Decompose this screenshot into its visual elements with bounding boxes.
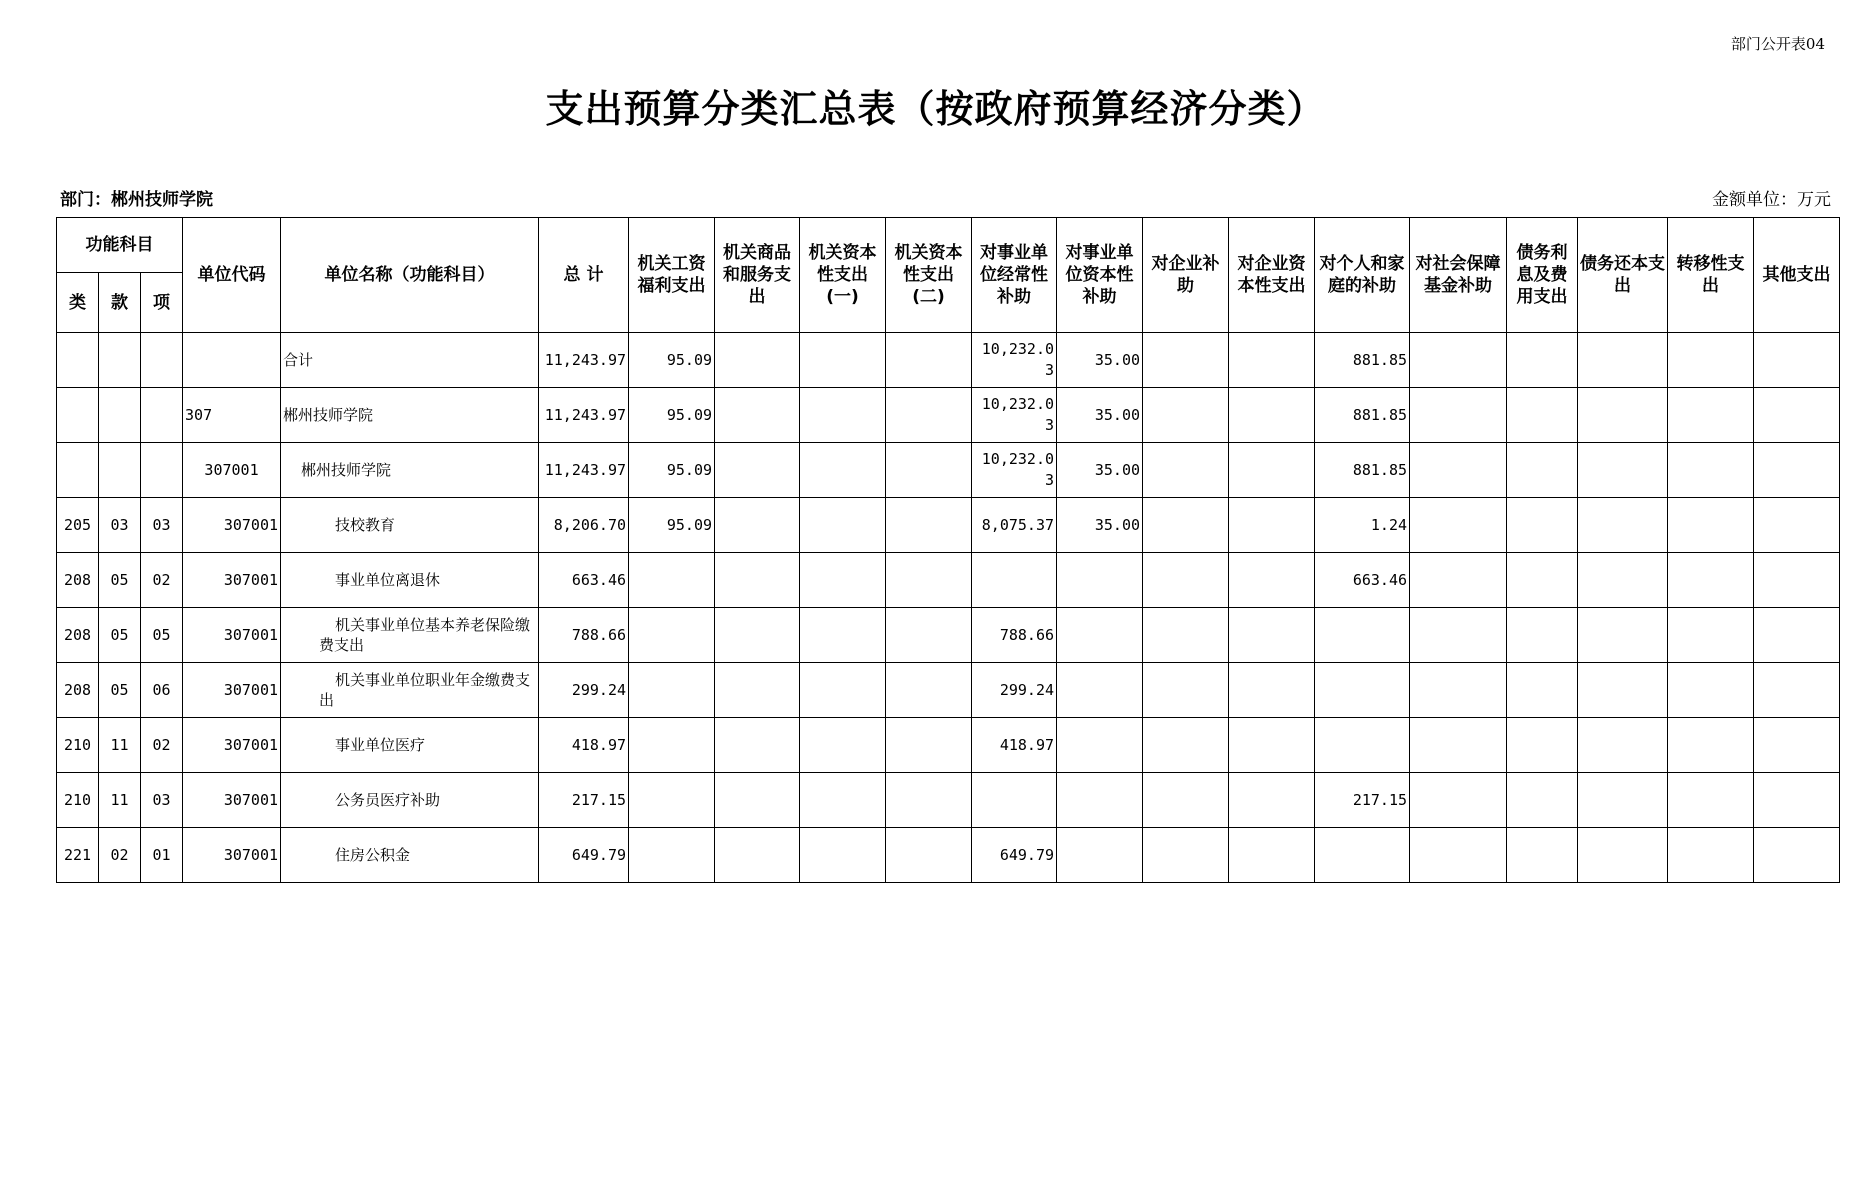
- kuan-cell: 02: [99, 828, 141, 883]
- lei-cell: 208: [57, 608, 99, 663]
- amount-cell: [1143, 498, 1229, 553]
- amount-cell: [1578, 663, 1668, 718]
- kuan-cell: [99, 388, 141, 443]
- amount-cell: [1668, 608, 1754, 663]
- amount-cell: [1754, 388, 1840, 443]
- amount-cell: [1143, 608, 1229, 663]
- amount-cell: [715, 773, 800, 828]
- amount-cell: 35.00: [1057, 498, 1143, 553]
- amount-cell: [1754, 608, 1840, 663]
- col-header: 对个人和家庭的补助: [1315, 218, 1410, 333]
- amount-cell: [972, 553, 1057, 608]
- amount-cell: [1578, 498, 1668, 553]
- table-row: [57, 718, 1840, 773]
- page-title: 支出预算分类汇总表（按政府预算经济分类）: [545, 87, 1326, 131]
- amount-cell: [1410, 773, 1507, 828]
- amount-cell: [1668, 498, 1754, 553]
- xiang-cell: 05: [141, 608, 183, 663]
- unit-name-cell: 郴州技师学院: [281, 443, 539, 498]
- col-header: 机关商品和服务支出: [715, 218, 800, 333]
- xiang-cell: 03: [141, 773, 183, 828]
- amount-cell: [1507, 828, 1578, 883]
- kuan-cell: 11: [99, 773, 141, 828]
- unit-code-cell: 307: [183, 388, 281, 443]
- amount-cell: [1754, 828, 1840, 883]
- amount-cell: [1143, 718, 1229, 773]
- amount-cell: 217.15: [1315, 773, 1410, 828]
- amount-cell: [1143, 553, 1229, 608]
- unit-name-cell: 事业单位离退休: [281, 553, 539, 608]
- lei-header: 类: [57, 273, 99, 333]
- amount-cell: [886, 718, 972, 773]
- amount-cell: [1229, 553, 1315, 608]
- unit-code-cell: 307001: [183, 553, 281, 608]
- table-row: [57, 663, 1840, 718]
- col-header: 对企业资本性支出: [1229, 218, 1315, 333]
- total-cell: 11,243.97: [539, 333, 629, 388]
- kuan-header: 款: [99, 273, 141, 333]
- table-row: [57, 498, 1840, 553]
- table-row: [57, 828, 1840, 883]
- amount-cell: [1754, 553, 1840, 608]
- amount-cell: 10,232.03: [972, 388, 1057, 443]
- amount-cell: [800, 553, 886, 608]
- amount-cell: [1057, 718, 1143, 773]
- col-header: 对事业单位经常性补助: [972, 218, 1057, 333]
- amount-cell: [1143, 828, 1229, 883]
- unit-code-cell: 307001: [183, 663, 281, 718]
- unit-code-cell: 307001: [183, 443, 281, 498]
- amount-cell: [1668, 553, 1754, 608]
- amount-cell: [886, 663, 972, 718]
- unit-name-cell: 技校教育: [281, 498, 539, 553]
- amount-cell: 881.85: [1315, 333, 1410, 388]
- amount-cell: [629, 663, 715, 718]
- total-cell: 663.46: [539, 553, 629, 608]
- amount-cell: [1410, 498, 1507, 553]
- amount-cell: [886, 333, 972, 388]
- amount-cell: [1507, 718, 1578, 773]
- unit-code-cell: 307001: [183, 498, 281, 553]
- amount-cell: [1507, 333, 1578, 388]
- amount-cell: 35.00: [1057, 333, 1143, 388]
- amount-cell: [1229, 718, 1315, 773]
- kuan-cell: [99, 443, 141, 498]
- unit-code-cell: 307001: [183, 718, 281, 773]
- unit-name-cell: 机关事业单位职业年金缴费支出: [281, 663, 539, 718]
- amount-cell: [715, 333, 800, 388]
- amount-cell: [1229, 608, 1315, 663]
- col-header: 机关资本性支出(一): [800, 218, 886, 333]
- table-row: [57, 443, 1840, 498]
- amount-cell: [800, 388, 886, 443]
- amount-cell: [1507, 773, 1578, 828]
- amount-cell: [800, 333, 886, 388]
- amount-cell: [1668, 663, 1754, 718]
- kuan-cell: 11: [99, 718, 141, 773]
- total-header: 总 计: [539, 218, 629, 333]
- amount-cell: [1578, 553, 1668, 608]
- kuan-cell: 05: [99, 663, 141, 718]
- xiang-cell: 02: [141, 718, 183, 773]
- amount-cell: [800, 498, 886, 553]
- xiang-cell: [141, 388, 183, 443]
- amount-cell: [800, 828, 886, 883]
- amount-cell: [715, 443, 800, 498]
- amount-cell: 649.79: [972, 828, 1057, 883]
- amount-cell: [886, 828, 972, 883]
- amount-cell: [1229, 333, 1315, 388]
- amount-cell: 299.24: [972, 663, 1057, 718]
- unit-name-cell: 公务员医疗补助: [281, 773, 539, 828]
- lei-cell: 208: [57, 663, 99, 718]
- amount-cell: [1668, 828, 1754, 883]
- lei-cell: [57, 388, 99, 443]
- col-header: 债务利息及费用支出: [1507, 218, 1578, 333]
- amount-cell: 8,075.37: [972, 498, 1057, 553]
- lei-cell: 210: [57, 773, 99, 828]
- amount-cell: [1578, 388, 1668, 443]
- amount-cell: [1410, 608, 1507, 663]
- amount-cell: [629, 773, 715, 828]
- kuan-cell: [99, 333, 141, 388]
- amount-cell: [1507, 498, 1578, 553]
- table-number-label: 部门公开表04: [1730, 35, 1825, 53]
- table-row: [57, 608, 1840, 663]
- amount-cell: [1578, 608, 1668, 663]
- amount-cell: [1578, 773, 1668, 828]
- lei-cell: [57, 443, 99, 498]
- total-cell: 11,243.97: [539, 388, 629, 443]
- table-row: [57, 333, 1840, 388]
- amount-cell: [1143, 663, 1229, 718]
- unit-code-cell: 307001: [183, 773, 281, 828]
- amount-cell: 1.24: [1315, 498, 1410, 553]
- amount-cell: 663.46: [1315, 553, 1410, 608]
- amount-cell: [1668, 333, 1754, 388]
- amount-cell: 881.85: [1315, 388, 1410, 443]
- kuan-cell: 05: [99, 608, 141, 663]
- amount-cell: [972, 773, 1057, 828]
- table-row: [57, 388, 1840, 443]
- amount-cell: [1229, 828, 1315, 883]
- amount-cell: [715, 828, 800, 883]
- xiang-cell: 06: [141, 663, 183, 718]
- col-header: 对社会保障基金补助: [1410, 218, 1507, 333]
- table-row: [57, 773, 1840, 828]
- amount-cell: 95.09: [629, 443, 715, 498]
- amount-cell: [800, 663, 886, 718]
- amount-cell: [715, 498, 800, 553]
- lei-cell: 221: [57, 828, 99, 883]
- amount-cell: [1668, 773, 1754, 828]
- lei-cell: 205: [57, 498, 99, 553]
- amount-cell: [886, 498, 972, 553]
- budget-table: [56, 217, 1840, 883]
- amount-cell: [1143, 388, 1229, 443]
- unit-name-cell: 合计: [281, 333, 539, 388]
- amount-cell: [1507, 663, 1578, 718]
- amount-cell: [1410, 553, 1507, 608]
- amount-cell: [800, 608, 886, 663]
- amount-cell: [1410, 443, 1507, 498]
- total-cell: 299.24: [539, 663, 629, 718]
- amount-cell: 788.66: [972, 608, 1057, 663]
- unit-code-header: 单位代码: [183, 218, 281, 333]
- amount-cell: [1578, 443, 1668, 498]
- total-cell: 11,243.97: [539, 443, 629, 498]
- amount-cell: [886, 388, 972, 443]
- amount-cell: [1578, 828, 1668, 883]
- amount-cell: [1229, 773, 1315, 828]
- amount-cell: [1229, 498, 1315, 553]
- amount-cell: [1754, 333, 1840, 388]
- amount-cell: 95.09: [629, 333, 715, 388]
- amount-cell: [715, 608, 800, 663]
- amount-cell: [1754, 498, 1840, 553]
- amount-cell: 10,232.03: [972, 333, 1057, 388]
- xiang-cell: 03: [141, 498, 183, 553]
- amount-cell: [715, 553, 800, 608]
- xiang-cell: 01: [141, 828, 183, 883]
- amount-cell: [1229, 663, 1315, 718]
- amount-cell: [1668, 718, 1754, 773]
- lei-cell: [57, 333, 99, 388]
- amount-cell: [886, 553, 972, 608]
- xiang-cell: [141, 333, 183, 388]
- kuan-cell: 03: [99, 498, 141, 553]
- amount-unit-label: 金额单位：万元: [1712, 190, 1831, 210]
- col-header: 其他支出: [1754, 218, 1840, 333]
- table-row: [57, 553, 1840, 608]
- amount-cell: 35.00: [1057, 388, 1143, 443]
- kuan-cell: 05: [99, 553, 141, 608]
- amount-cell: [1578, 333, 1668, 388]
- amount-cell: 35.00: [1057, 443, 1143, 498]
- amount-cell: [1754, 718, 1840, 773]
- unit-name-cell: 郴州技师学院: [281, 388, 539, 443]
- total-cell: 8,206.70: [539, 498, 629, 553]
- xiang-header: 项: [141, 273, 183, 333]
- amount-cell: [1507, 608, 1578, 663]
- amount-cell: [1057, 773, 1143, 828]
- amount-cell: [715, 663, 800, 718]
- lei-cell: 210: [57, 718, 99, 773]
- amount-cell: [1315, 828, 1410, 883]
- amount-cell: [800, 443, 886, 498]
- amount-cell: [1143, 773, 1229, 828]
- amount-cell: [629, 553, 715, 608]
- col-header: 机关工资福利支出: [629, 218, 715, 333]
- amount-cell: [1410, 333, 1507, 388]
- amount-cell: [886, 608, 972, 663]
- xiang-cell: 02: [141, 553, 183, 608]
- amount-cell: 10,232.03: [972, 443, 1057, 498]
- amount-cell: [800, 718, 886, 773]
- amount-cell: 881.85: [1315, 443, 1410, 498]
- amount-cell: [715, 718, 800, 773]
- total-cell: 217.15: [539, 773, 629, 828]
- amount-cell: [1229, 443, 1315, 498]
- total-cell: 788.66: [539, 608, 629, 663]
- amount-cell: [1057, 553, 1143, 608]
- col-header: 对事业单位资本性补助: [1057, 218, 1143, 333]
- amount-cell: [629, 718, 715, 773]
- lei-cell: 208: [57, 553, 99, 608]
- func-subject-header: 功能科目: [57, 218, 183, 273]
- amount-cell: [1229, 388, 1315, 443]
- amount-cell: 95.09: [629, 498, 715, 553]
- amount-cell: [1754, 773, 1840, 828]
- amount-cell: [1507, 553, 1578, 608]
- amount-cell: [1578, 718, 1668, 773]
- unit-name-cell: 事业单位医疗: [281, 718, 539, 773]
- amount-cell: [1143, 443, 1229, 498]
- amount-cell: [1507, 388, 1578, 443]
- amount-cell: [1057, 828, 1143, 883]
- amount-cell: [1410, 718, 1507, 773]
- total-cell: 418.97: [539, 718, 629, 773]
- amount-cell: 95.09: [629, 388, 715, 443]
- amount-cell: [629, 828, 715, 883]
- col-header: 机关资本性支出(二): [886, 218, 972, 333]
- xiang-cell: [141, 443, 183, 498]
- total-cell: 649.79: [539, 828, 629, 883]
- unit-code-cell: 307001: [183, 828, 281, 883]
- amount-cell: [886, 773, 972, 828]
- unit-code-cell: 307001: [183, 608, 281, 663]
- unit-name-cell: 住房公积金: [281, 828, 539, 883]
- amount-cell: [1315, 608, 1410, 663]
- amount-cell: [1668, 443, 1754, 498]
- amount-cell: [629, 608, 715, 663]
- amount-cell: 418.97: [972, 718, 1057, 773]
- amount-cell: [1507, 443, 1578, 498]
- col-header: 对企业补助: [1143, 218, 1229, 333]
- unit-name-cell: 机关事业单位基本养老保险缴费支出: [281, 608, 539, 663]
- amount-cell: [1668, 388, 1754, 443]
- amount-cell: [1057, 663, 1143, 718]
- col-header: 债务还本支出: [1578, 218, 1668, 333]
- amount-cell: [1315, 718, 1410, 773]
- amount-cell: [886, 443, 972, 498]
- amount-cell: [800, 773, 886, 828]
- unit-code-cell: [183, 333, 281, 388]
- amount-cell: [1057, 608, 1143, 663]
- amount-cell: [1754, 663, 1840, 718]
- amount-cell: [1410, 388, 1507, 443]
- amount-cell: [1410, 828, 1507, 883]
- unit-name-header: 单位名称（功能科目）: [281, 218, 539, 333]
- department-label: 部门：郴州技师学院: [60, 190, 213, 210]
- col-header: 转移性支出: [1668, 218, 1754, 333]
- amount-cell: [1143, 333, 1229, 388]
- amount-cell: [715, 388, 800, 443]
- amount-cell: [1315, 663, 1410, 718]
- amount-cell: [1754, 443, 1840, 498]
- amount-cell: [1410, 663, 1507, 718]
